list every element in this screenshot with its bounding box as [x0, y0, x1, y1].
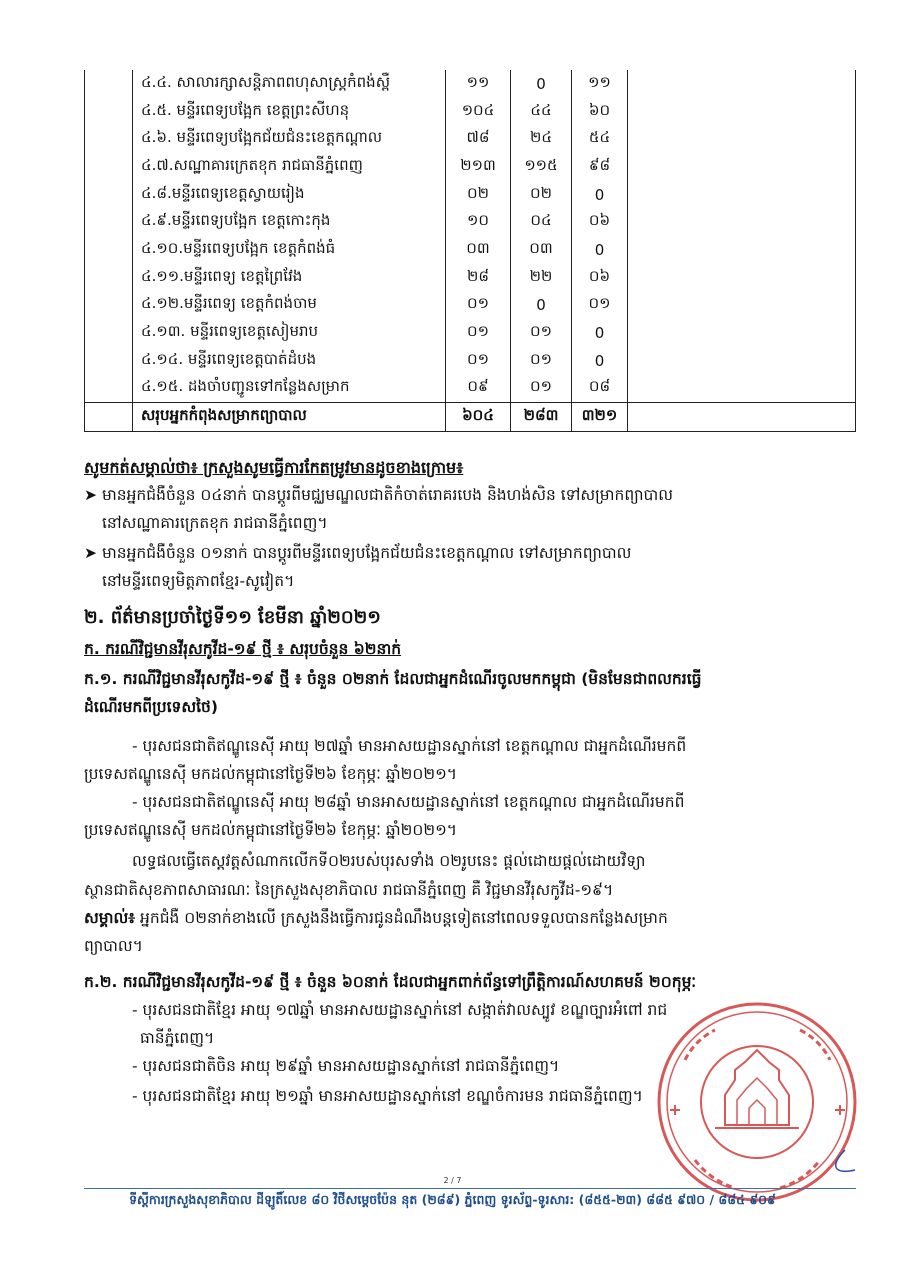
- blank-cell: [628, 236, 856, 264]
- facility-name-cell: ៤.៥. មន្ទីរពេទ្យបង្អែក ខេត្តព្រះសីហនុ: [133, 98, 446, 126]
- count-b-cell: 0: [511, 292, 572, 320]
- case-2-line2: ប្រទេសឥណ្ឌូនេស៊ី មកដល់កម្ពុជានៅថ្ងៃទី២៦ ខែកុម្ភៈ ឆ្នាំ២០២១។: [84, 821, 458, 839]
- table-total-row: [85, 403, 856, 432]
- subsection-ka-title: ក. ករណីវិជ្ជមានវីរុសកូវីដ-១៩ ថ្មី ៖ សរុបចំនួន ៦២នាក់: [84, 640, 402, 658]
- blank-cell: [628, 181, 856, 209]
- count-c-cell: 0: [572, 236, 628, 264]
- count-c-cell: ០៨: [572, 375, 628, 403]
- facility-name-cell: ៤.១១.មន្ទីរពេទ្យ ខេត្តព្រៃវែង: [133, 264, 446, 292]
- total-count-cell: ២១៣: [446, 153, 511, 181]
- facility-name-cell: សរុបអ្នកកំពុងសម្រាកព្យាបាល: [133, 403, 446, 432]
- row-number-cell: [85, 70, 133, 98]
- facility-name-cell: ៤.១៥. ដងចាំបញ្ជូនទៅកន្លែងសម្រាក: [133, 375, 446, 403]
- facility-name-cell: ៤.១២.មន្ទីរពេទ្យ ខេត្តកំពង់ចាម: [133, 292, 446, 320]
- blank-cell: [628, 98, 856, 126]
- facility-name-cell: ៤.១០.មន្ទីរពេទ្យបង្អែក ខេត្តកំពង់ធំ: [133, 236, 446, 264]
- subsection-ka1-title-cont: ដំណើរមកពីប្រទេសថៃ): [84, 698, 218, 716]
- blank-cell: [628, 264, 856, 292]
- table-row: [85, 98, 856, 126]
- subsection-ka2-title: ក.២. ករណីវិជ្ជមានវីរុសកូវីដ-១៩ ថ្មី ៖ ចំនួន ៦០នាក់ ដែលជាអ្នកពាក់ព័ន្ធទៅព្រឹត្តិការណ៍សហគមន៍ ២០កុម្ភៈ: [84, 973, 697, 991]
- count-b-cell: ០៣: [511, 236, 572, 264]
- facility-name-cell: ៤.៩.មន្ទីរពេទ្យបង្អែក ខេត្តកោះកុង: [133, 208, 446, 236]
- row-number-cell: [85, 403, 133, 432]
- case-1-line1: - បុរសជនជាតិឥណ្ឌូនេស៊ី អាយុ ២៧ឆ្នាំ មានអាសយដ្ឋានស្នាក់នៅ ខេត្តកណ្តាល ជាអ្នកដំណើរមកពី: [132, 737, 687, 755]
- blank-cell: [628, 347, 856, 375]
- case-2-line1: - បុរសជនជាតិឥណ្ឌូនេស៊ី អាយុ ២៨ឆ្នាំ មានអាសយដ្ឋានស្នាក់នៅ ខេត្តកណ្តាល ជាអ្នកដំណើរមកពី: [132, 793, 685, 811]
- ka2-case-1-line2: ធានីភ្នំពេញ។: [140, 1029, 215, 1047]
- count-b-cell: ០១: [511, 319, 572, 347]
- total-count-cell: ៦០៤: [446, 403, 511, 432]
- row-number-cell: [85, 153, 133, 181]
- row-number-cell: [85, 347, 133, 375]
- facility-name-cell: ៤.៨.មន្ទីរពេទ្យខេត្តស្វាយរៀង: [133, 181, 446, 209]
- table-row: [85, 292, 856, 320]
- table-row: [85, 181, 856, 209]
- count-c-cell: 0: [572, 347, 628, 375]
- note-bullet-1: ➤ មានអ្នកជំងឺចំនួន ០៤នាក់ បានប្តូរពីមជ្ឈមណ្ឌលជាតិកំចាត់រោគរបេង និងហង់សិន ទៅសម្រាកព្យាបាល: [84, 482, 673, 509]
- count-c-cell: 0: [572, 319, 628, 347]
- count-b-cell: ០១: [511, 347, 572, 375]
- count-c-cell: ៩៨: [572, 153, 628, 181]
- subsection-ka1-title: ក.១. ករណីវិជ្ជមានវីរុសកូវីដ-១៩ ថ្មី ៖ ចំនួន ០២នាក់ ដែលជាអ្នកដំណើរចូលមកកម្ពុជា (មិនមែនជាពលករធ្វើ: [84, 670, 702, 688]
- ka2-case-1-line1: - បុរសជនជាតិខ្មែរ អាយុ ១៧ឆ្នាំ មានអាសយដ្ឋានស្នាក់នៅ សង្កាត់វាលស្បូវ ខណ្ឌច្បារអំពៅ រាជ: [132, 1001, 668, 1019]
- blank-cell: [628, 153, 856, 181]
- facility-name-cell: ៤.៧.សណ្ឋាគារក្រេតខុក រាជធានីភ្នំពេញ: [133, 153, 446, 181]
- ka2-case-3: - បុរសជនជាតិខ្មែរ អាយុ ២១ឆ្នាំ មានអាសយដ្ឋានស្នាក់នៅ ខណ្ឌចំការមន រាជធានីភ្នំពេញ។: [132, 1087, 643, 1105]
- result-line1: លទ្ធផលធ្វើតេស្តវត្តសំណាកលើកទី០២របស់បុរសទាំង ០២រូបនេះ ផ្តល់ដោយផ្តល់ដោយវិទ្យា: [132, 852, 646, 870]
- note-bullet-2: ➤ មានអ្នកជំងឺចំនួន ០១នាក់ បានប្តូរពីមន្ទីរពេទ្យបង្អែកជ័យជំនះខេត្តកណ្តាល ទៅសម្រាកព្យាបាល: [84, 540, 631, 567]
- count-c-cell: ៦០: [572, 98, 628, 126]
- table-row: [85, 347, 856, 375]
- table-row: [85, 153, 856, 181]
- blank-cell: [628, 403, 856, 432]
- facility-name-cell: ៤.១៣. មន្ទីរពេទ្យខេត្តសៀមរាប: [133, 319, 446, 347]
- note-bullet-1-cont: នៅសណ្ឋាគារក្រេតខុក រាជធានីភ្នំពេញ។: [102, 514, 328, 532]
- total-count-cell: ៧៨: [446, 125, 511, 153]
- count-c-cell: ០៦: [572, 264, 628, 292]
- count-c-cell: ៣២១: [572, 403, 628, 432]
- table-row: [85, 319, 856, 347]
- total-count-cell: ០៣: [446, 236, 511, 264]
- total-count-cell: ១១: [446, 70, 511, 98]
- note-title: សូមកត់សម្គាល់ថា៖ ក្រសួងសូមធ្វើការកែតម្រូវមានដូចខាងក្រោម៖: [84, 458, 464, 477]
- total-count-cell: ១០៤: [446, 98, 511, 126]
- arrow-bullet-icon: ➤: [84, 486, 97, 504]
- facility-name-cell: ៤.១៤. មន្ទីរពេទ្យខេត្តបាត់ដំបង: [133, 347, 446, 375]
- blank-cell: [628, 319, 856, 347]
- row-number-cell: [85, 375, 133, 403]
- official-seal-stamp: [655, 1000, 860, 1205]
- count-c-cell: 0: [572, 181, 628, 209]
- footer-divider: [84, 1188, 856, 1189]
- section-heading: ២. ព័ត៌មានប្រចាំថ្ងៃទី១១ ខែមីនា ឆ្នាំ២០២១: [84, 607, 381, 628]
- row-number-cell: [85, 319, 133, 347]
- total-count-cell: ១០: [446, 208, 511, 236]
- remark-line1: សម្គាល់៖ អ្នកជំងឺ ០២នាក់ខាងលើ ក្រសួងនឹងធ្វើការជូនដំណឹងបន្តទៀតនៅពេលទទួលបានកន្លែងសម្រាក: [84, 909, 668, 927]
- table-row: [85, 208, 856, 236]
- blank-cell: [628, 292, 856, 320]
- note-bullet-2-cont: នៅមន្ទីរពេទ្យមិត្តភាពខ្មែរ-សូវៀត។: [102, 572, 295, 590]
- count-b-cell: ២៨៣: [511, 403, 572, 432]
- count-c-cell: ១១: [572, 70, 628, 98]
- row-number-cell: [85, 98, 133, 126]
- total-count-cell: ០២: [446, 181, 511, 209]
- row-number-cell: [85, 181, 133, 209]
- table-row: [85, 375, 856, 403]
- count-b-cell: 0: [511, 70, 572, 98]
- row-number-cell: [85, 208, 133, 236]
- count-c-cell: ០៦: [572, 208, 628, 236]
- arrow-bullet-icon: ➤: [84, 544, 97, 562]
- row-number-cell: [85, 125, 133, 153]
- total-count-cell: ២៨: [446, 264, 511, 292]
- table-row: [85, 70, 856, 98]
- blank-cell: [628, 208, 856, 236]
- table-row: [85, 264, 856, 292]
- row-number-cell: [85, 292, 133, 320]
- total-count-cell: ០១: [446, 319, 511, 347]
- case-1-line2: ប្រទេសឥណ្ឌូនេស៊ី មកដល់កម្ពុជានៅថ្ងៃទី២៦ ខែកុម្ភៈ ឆ្នាំ២០២១។: [84, 765, 458, 783]
- row-number-cell: [85, 264, 133, 292]
- total-count-cell: ០១: [446, 292, 511, 320]
- count-b-cell: ០៤: [511, 208, 572, 236]
- footer-address: ទីស្តីការក្រសួងសុខាភិបាល ដីឡូតិ៍លេខ ៨០ វិថីសម្តេចប៉ែន នុត (២៨៩) ភ្នំពេញ ទូរស័ព្ទ-ទូរសារ: (៨៥៥-២៣) ៨៨៥ ៩៧០ / ៨៨៤ ៩០៩: [129, 1192, 776, 1207]
- count-c-cell: ០១: [572, 292, 628, 320]
- treatment-table: [84, 70, 856, 432]
- total-count-cell: ០៩: [446, 375, 511, 403]
- total-count-cell: ០១: [446, 347, 511, 375]
- count-b-cell: ០១: [511, 375, 572, 403]
- count-b-cell: ២៤: [511, 125, 572, 153]
- table-row: [85, 236, 856, 264]
- count-b-cell: ០២: [511, 181, 572, 209]
- facility-name-cell: ៤.៤. សាលារក្សាសន្តិភាពពហុសាស្ត្រកំពង់ស្ពឺ: [133, 70, 446, 98]
- row-number-cell: [85, 236, 133, 264]
- count-b-cell: ១១៥: [511, 153, 572, 181]
- ka2-case-2: - បុរសជនជាតិចិន អាយុ ២៩ឆ្នាំ មានអាសយដ្ឋានស្នាក់នៅ រាជធានីភ្នំពេញ។: [132, 1057, 560, 1075]
- count-c-cell: ៥៤: [572, 125, 628, 153]
- blank-cell: [628, 125, 856, 153]
- table-row: [85, 125, 856, 153]
- page-number: 2 / 7: [443, 1176, 462, 1185]
- blank-cell: [628, 375, 856, 403]
- remark-line2: ព្យាបាល។: [84, 937, 143, 955]
- count-b-cell: ២២: [511, 264, 572, 292]
- remark-label: សម្គាល់៖: [84, 909, 136, 927]
- count-b-cell: ៤៤: [511, 98, 572, 126]
- facility-name-cell: ៤.៦. មន្ទីរពេទ្យបង្អែកជ័យជំនះខេត្តកណ្តាល: [133, 125, 446, 153]
- result-line2: ស្ថានជាតិសុខភាពសាធារណៈ នៃក្រសួងសុខាភិបាល រាជធានីភ្នំពេញ គឺ វិជ្ជមានវីរុសកូវីដ-១៩។: [84, 881, 614, 899]
- blank-cell: [628, 70, 856, 98]
